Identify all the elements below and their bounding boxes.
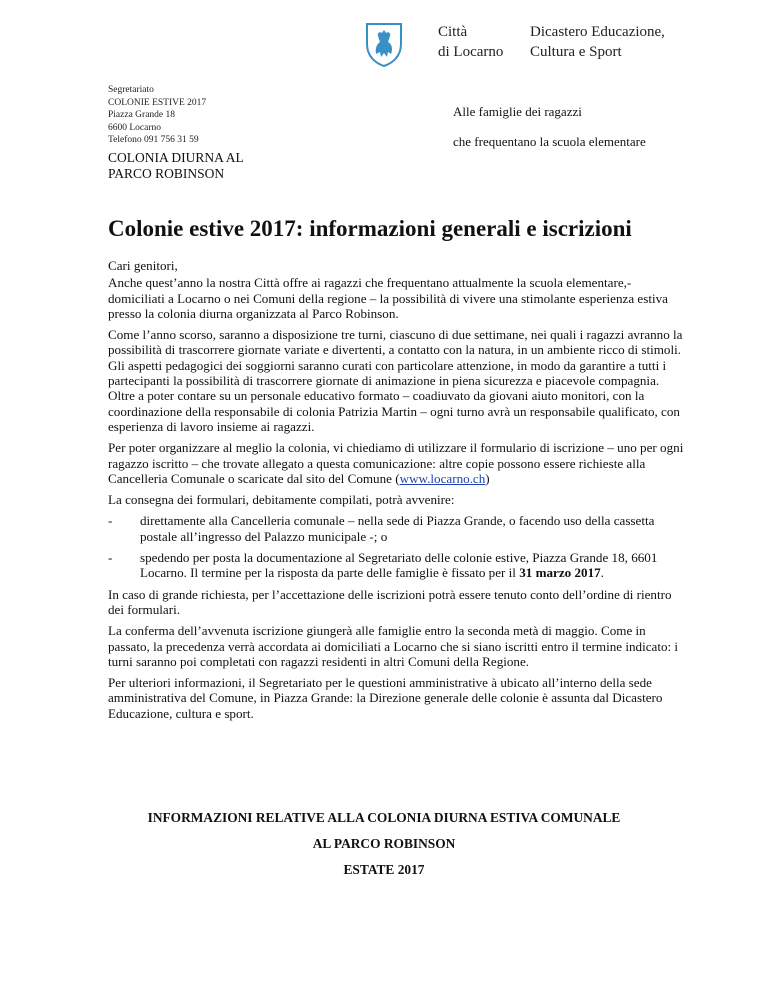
footer-line3: ESTATE 2017: [343, 862, 425, 877]
dept-line1: Dicastero Educazione,: [530, 24, 665, 40]
paragraph-demand: In caso di grande richiesta, per l’accettazione delle iscrizioni potrà essere tenuto conto dell’ordine di rientro dei formulari.: [108, 586, 672, 617]
sender-line: Segretariato: [108, 85, 154, 95]
colony-line1: COLONIA DIURNA AL: [108, 150, 244, 165]
footer-heading: [0, 810, 768, 888]
deadline-date: 31 marzo 2017: [519, 565, 601, 581]
list-item-text: spedendo per posta la documentazione al Segretariato delle colonie estive, Piazza Grande 18, 6601 Locarno. Il termine per la risposta da parte delle famiglie è fissato per il: [140, 550, 658, 581]
list-item: [108, 550, 686, 581]
city-line2: di Locarno: [438, 44, 504, 60]
paragraph-form: [108, 440, 686, 486]
form-text: Per poter organizzare al meglio la colonia, vi chiediamo di utilizzare il formulario di iscrizione – uno per ogni ragazzo iscritto – che trovate allegato a questa comunicazione: altre copie possono essere richieste alla Cancelleria Comunale o scaricate dal sito del Comune (: [108, 440, 684, 486]
dept-line2: Cultura e Sport: [530, 44, 622, 60]
list-item-end: .: [600, 565, 604, 581]
letter-body: [108, 258, 686, 727]
sender-line: Telefono 091 756 31 59: [108, 135, 199, 146]
paragraph-confirmation: La conferma dell’avvenuta iscrizione giungerà alle famiglie entro la seconda metà di maggio. Come in passato, la precedenza verrà accordata ai domiciliati a Locarno che si siano iscritti entro il termine indicato: i turni saranno poi completati con ragazzi residenti in altri Comuni della Regione.: [108, 623, 679, 669]
sender-address: [108, 84, 206, 147]
department-name: [530, 22, 665, 62]
colony-label: [108, 150, 244, 182]
sender-line: Piazza Grande 18: [108, 110, 175, 121]
paragraph-info: Per ulteriori informazioni, il Segretariato per le questioni amministrative à ubicato all’interno della sede amministrativa del Comune, in Piazza Grande: la Direzione generale delle colonie è assunta dal Dicastero Educazione, cultura e sport.: [108, 675, 663, 721]
website-link[interactable]: www.locarno.ch: [399, 470, 486, 486]
city-coat-of-arms-logo: [365, 22, 403, 68]
colony-line2: PARCO ROBINSON: [108, 166, 225, 181]
list-dash: -: [108, 550, 113, 566]
sender-line: 6600 Locarno: [108, 122, 162, 133]
footer-line2: AL PARCO ROBINSON: [312, 836, 456, 851]
list-item: [108, 513, 686, 544]
greeting: Cari genitori,: [108, 258, 178, 273]
paragraph-delivery: La consegna dei formulari, debitamente compilati, potrà avvenire:: [108, 492, 455, 508]
form-text-end: ): [485, 470, 490, 486]
paragraph-intro: Anche quest’anno la nostra Città offre ai ragazzi che frequentano attualmente la scuola elementare,-domiciliati a Locarno o nei Comuni della regione – la possibilità di vivere una stimolante esperienza estiva presso la colonia diurna organizzata al Parco Robinson.: [108, 275, 668, 321]
footer-line1: INFORMAZIONI RELATIVE ALLA COLONIA DIURNA ESTIVA COMUNALE: [147, 810, 621, 825]
sender-line: COLONIE ESTIVE 2017: [108, 97, 207, 108]
document-title: Colonie estive 2017: informazioni generali e iscrizioni: [108, 216, 632, 241]
paragraph-turns: Come l’anno scorso, saranno a disposizione tre turni, ciascuno di due settimane, nei quali i ragazzi avranno la possibilità di trascorrere giornate variate e divertenti, a contatto con la natura, in un ambiente ricco di stimoli. Gli aspetti pedagogici dei soggiorni saranno curati con particolare attenzione, in modo da garantire a tutti i partecipanti la possibilità di trascorrere giornate di animazione in piena sicurezza e piacevole compagnia. Oltre a poter contare su un personale educativo formato – coadiuvato da giovani aiuto monitori, con la coordinazione della responsabile di colonia Patrizia Martin – ogni turno avrà un responsabile qualificato, con esperienza di lavoro insieme ai ragazzi.: [108, 327, 683, 434]
city-line1: Città: [438, 24, 468, 40]
city-name: [438, 22, 503, 62]
recipient-line1: Alle famiglie dei ragazzi: [453, 104, 582, 119]
list-item-text: direttamente alla Cancelleria comunale – nella sede di Piazza Grande, o facendo uso della cassetta postale all’ingresso del Palazzo municipale -; o: [140, 513, 655, 544]
recipient-line2: che frequentano la scuola elementare: [453, 134, 646, 149]
list-dash: -: [108, 513, 113, 529]
